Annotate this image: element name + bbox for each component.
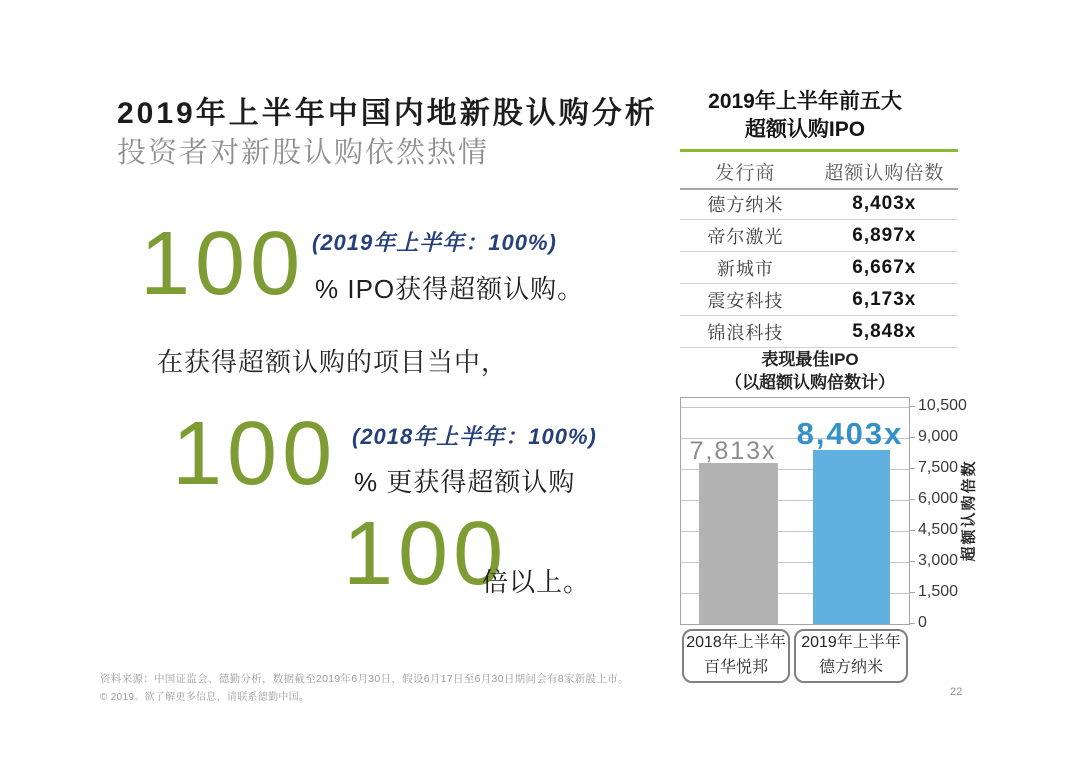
table-row: [680, 220, 958, 252]
multiple-cell: 5,848x: [852, 320, 917, 342]
stat-1-value: 100: [140, 214, 306, 314]
stat-3-value: 100: [343, 504, 509, 604]
y-tick-label: 10,500: [918, 397, 967, 414]
table-header-multiple: 超额认购倍数: [824, 163, 945, 184]
chart-title-line2: （以超额认购倍数计）: [725, 372, 895, 392]
y-tick-label: 9,000: [918, 428, 959, 445]
y-tick-label: 0: [918, 614, 927, 631]
issuer-cell: 德方纳米: [707, 194, 784, 215]
axis-tick: [909, 623, 915, 624]
x-category-2018-period: 2018年上半年: [686, 634, 786, 652]
copyright-note: © 2019。欲了解更多信息，请联系德勤中国。: [100, 692, 310, 703]
multiple-cell: 8,403x: [852, 192, 917, 214]
table-body: [0, 188, 1080, 348]
x-category-2019: [794, 629, 908, 683]
stat-2-value: 100: [172, 404, 338, 504]
axis-tick: [909, 561, 915, 562]
multiple-cell: 6,173x: [852, 288, 917, 310]
table-row: [680, 284, 958, 316]
table-title-line2: 超额认购IPO: [744, 118, 866, 142]
y-tick-label: 7,500: [918, 459, 959, 476]
accent-divider: [680, 149, 958, 152]
axis-tick: [909, 530, 915, 531]
stat-1-caption: % IPO获得超额认购。: [315, 274, 585, 304]
x-category-2018-company: 百华悦邦: [703, 659, 768, 676]
page-title: 2019年上半年中国内地新股认购分析: [117, 97, 658, 130]
chart-title-line1: 表现最佳IPO: [761, 350, 859, 369]
x-category-2019-period: 2019年上半年: [801, 634, 901, 652]
body-paragraph: 在获得超额认购的项目当中，: [157, 347, 509, 377]
table-title: [670, 88, 940, 145]
table-row: [680, 252, 958, 284]
source-note: 资料来源：中国证监会、德勤分析，数据截至2019年6月30日，假设6月17日至6月30日期间会有8家新股上市。: [100, 673, 629, 685]
axis-tick: [909, 406, 915, 407]
x-category-2018: [682, 629, 790, 683]
table-header-row: [680, 155, 958, 190]
bar-2019-defangnami: [813, 450, 890, 624]
issuer-cell: 锦浪科技: [707, 322, 784, 343]
bar-value-label-2019: 8,403x: [796, 416, 904, 451]
page-subtitle: 投资者对新股认购依然热情: [117, 137, 490, 169]
axis-tick: [909, 592, 915, 593]
bar-2018-baihuayuebang: [699, 463, 778, 624]
stat-3-caption: 倍以上。: [482, 567, 591, 597]
page-number: 22: [950, 686, 963, 698]
stat-2-caption: % 更获得超额认购: [354, 467, 576, 497]
axis-tick: [909, 437, 915, 438]
table-row: [680, 188, 958, 220]
bar-value-label-2018: 7,813x: [689, 437, 777, 465]
y-tick-label: 6,000: [918, 490, 959, 507]
table-title-line1: 2019年上半年前五大: [708, 90, 902, 113]
multiple-cell: 6,667x: [852, 256, 917, 278]
multiple-cell: 6,897x: [852, 224, 917, 246]
y-axis-ticks: [909, 397, 916, 623]
issuer-cell: 新城市: [716, 258, 774, 279]
stat-1-annotation: (2019年上半年：100%): [312, 230, 557, 255]
table-header-issuer: 发行商: [715, 163, 776, 184]
issuer-cell: 帝尔激光: [707, 226, 784, 247]
y-tick-label: 4,500: [918, 521, 959, 538]
axis-tick: [909, 499, 915, 500]
gridline: [681, 407, 909, 408]
x-category-2019-company: 德方纳米: [818, 659, 883, 676]
y-tick-label: 1,500: [918, 583, 959, 600]
chart-title: [670, 349, 950, 395]
axis-tick: [909, 468, 915, 469]
y-axis-title: 超额认购倍数: [960, 459, 978, 562]
stat-2-annotation: (2018年上半年：100%): [352, 424, 597, 449]
issuer-cell: 震安科技: [707, 290, 784, 311]
y-tick-label: 3,000: [918, 552, 959, 569]
table-row: [680, 316, 958, 348]
